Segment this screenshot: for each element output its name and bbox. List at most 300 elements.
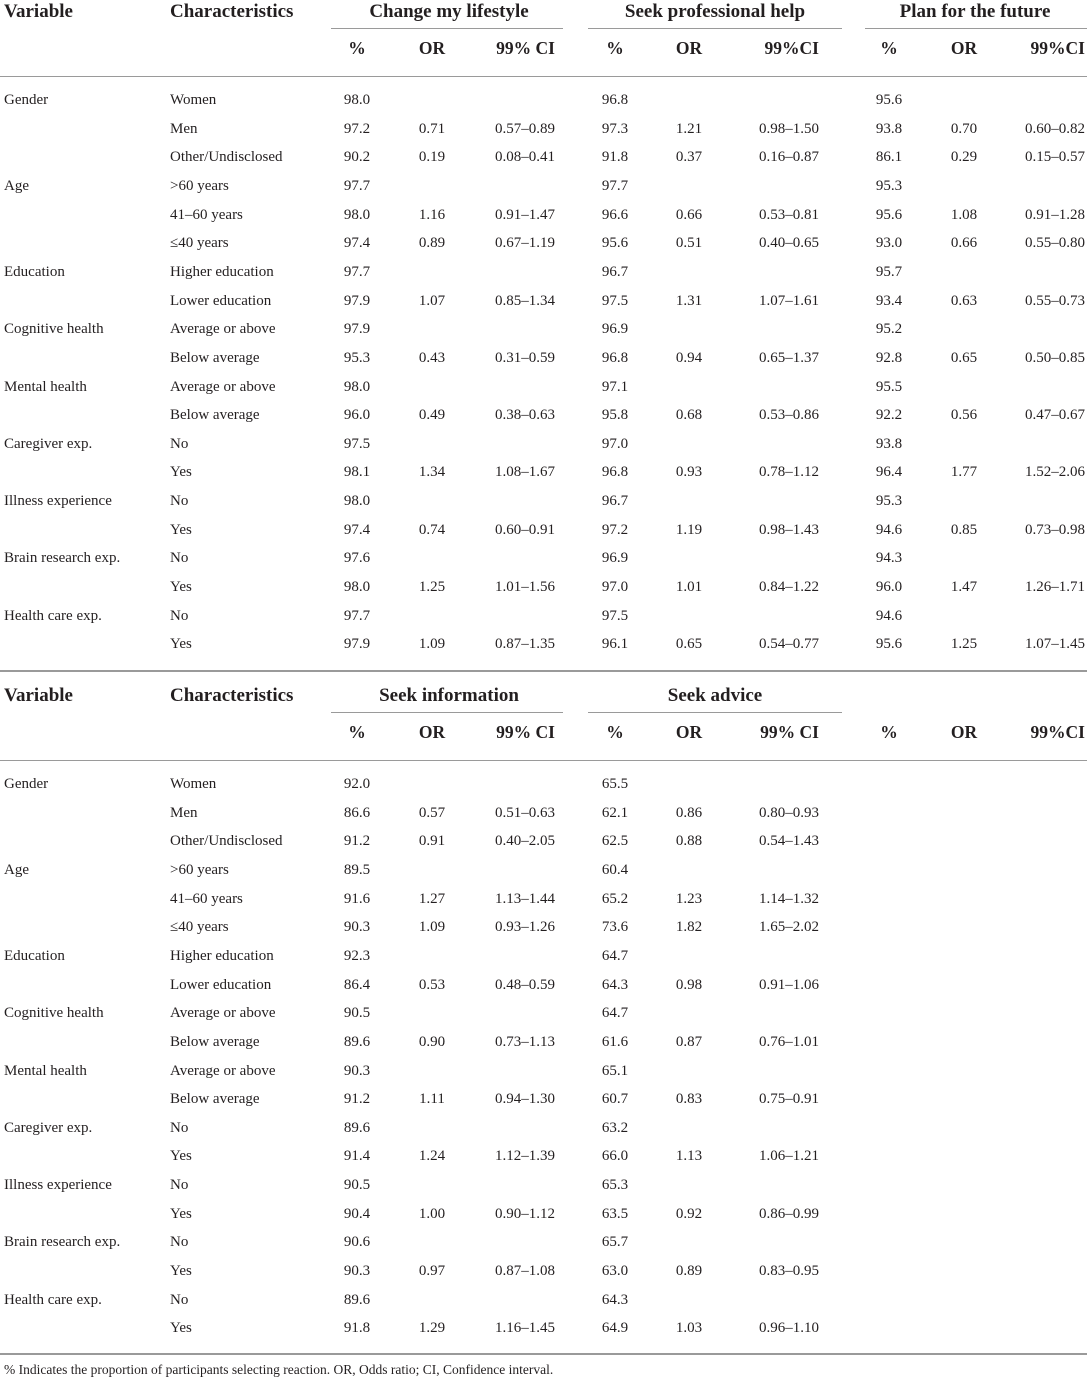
row-characteristic: Average or above [170, 321, 276, 338]
row-variable: Gender [4, 92, 49, 108]
cell-ci: 1.07–1.45 [1025, 636, 1085, 653]
cell-or: 0.74 [418, 521, 446, 538]
cell-ci: 0.57–0.89 [495, 120, 555, 137]
cell-pct: 96.9 [601, 550, 629, 567]
subheader-pct: % [880, 722, 898, 742]
cell-ci: 0.86–0.99 [759, 1205, 819, 1222]
cell-pct: 97.2 [601, 521, 629, 538]
cell-pct: 97.7 [343, 263, 371, 280]
cell-pct: 97.7 [601, 177, 629, 194]
row-characteristic: Yes [170, 521, 192, 538]
group-underline [331, 28, 563, 29]
group-underline [331, 712, 563, 713]
group-title: Change my lifestyle [369, 1, 529, 22]
cell-pct: 65.2 [601, 890, 629, 907]
cell-pct: 98.1 [343, 464, 371, 481]
cell-ci: 0.83–0.95 [759, 1263, 819, 1280]
cell-or: 0.43 [418, 349, 446, 366]
subheader-or: OR [950, 722, 978, 742]
cell-ci: 0.60–0.91 [495, 521, 555, 538]
cell-ci: 0.91–1.47 [495, 206, 555, 223]
cell-ci: 0.40–0.65 [759, 235, 819, 252]
cell-ci: 0.47–0.67 [1025, 407, 1085, 424]
cell-pct: 66.0 [601, 1148, 629, 1165]
cell-ci: 1.14–1.32 [759, 890, 819, 907]
group-underline [588, 28, 842, 29]
cell-pct: 95.7 [875, 263, 903, 280]
row-characteristic: >60 years [170, 177, 229, 194]
cell-ci: 1.06–1.21 [759, 1148, 819, 1165]
cell-or: 0.65 [675, 636, 703, 653]
cell-pct: 86.1 [875, 149, 903, 166]
cell-ci: 0.87–1.08 [495, 1263, 555, 1280]
row-characteristic: Yes [170, 1320, 192, 1337]
cell-or: 0.98 [675, 976, 703, 993]
cell-pct: 96.6 [601, 206, 629, 223]
row-variable: Brain research exp. [4, 550, 121, 567]
cell-pct: 95.6 [875, 636, 903, 653]
cell-ci: 1.13–1.44 [495, 890, 555, 907]
cell-ci: 1.26–1.71 [1025, 579, 1085, 596]
row-characteristic: Other/Undisclosed [170, 833, 283, 850]
row-variable: Caregiver exp. [4, 1119, 93, 1136]
cell-pct: 90.3 [343, 1263, 371, 1280]
subheader-ci: 99%CI [1030, 722, 1085, 742]
cell-ci: 0.15–0.57 [1025, 149, 1085, 166]
cell-pct: 92.3 [343, 947, 371, 964]
cell-or: 1.24 [418, 1148, 446, 1165]
cell-or: 0.63 [950, 292, 978, 309]
cell-pct: 90.5 [343, 1177, 371, 1194]
header-variable: Variable [4, 1, 73, 22]
cell-or: 0.65 [950, 349, 978, 366]
cell-or: 0.51 [675, 235, 703, 252]
cell-or: 0.29 [950, 149, 978, 166]
group-title: Plan for the future [899, 1, 1051, 22]
cell-pct: 90.3 [343, 919, 371, 936]
cell-pct: 98.0 [343, 579, 371, 596]
group-title: Seek information [379, 685, 519, 706]
cell-or: 0.37 [675, 149, 703, 166]
subheader-or: OR [675, 38, 703, 58]
cell-or: 1.09 [418, 919, 446, 936]
row-characteristic: Below average [170, 1091, 260, 1108]
cell-ci: 0.73–1.13 [495, 1033, 555, 1050]
row-characteristic: Yes [170, 636, 192, 653]
cell-or: 0.68 [675, 407, 703, 424]
cell-pct: 96.8 [601, 349, 629, 366]
cell-ci: 1.12–1.39 [495, 1148, 555, 1165]
cell-pct: 98.0 [343, 378, 371, 395]
subheader-or: OR [418, 722, 446, 742]
cell-ci: 0.51–0.63 [495, 804, 555, 821]
cell-or: 1.03 [675, 1320, 703, 1337]
cell-pct: 86.4 [343, 976, 371, 993]
cell-pct: 73.6 [601, 919, 629, 936]
cell-ci: 1.01–1.56 [495, 579, 555, 596]
cell-or: 1.16 [418, 206, 446, 223]
cell-pct: 93.0 [875, 235, 903, 252]
cell-pct: 97.1 [601, 378, 629, 395]
cell-or: 0.97 [418, 1263, 446, 1280]
cell-or: 1.23 [675, 890, 703, 907]
cell-ci: 0.16–0.87 [759, 149, 819, 166]
cell-ci: 0.54–1.43 [759, 833, 819, 850]
cell-or: 0.87 [675, 1033, 703, 1050]
cell-pct: 94.3 [875, 550, 903, 567]
cell-pct: 95.6 [875, 92, 903, 108]
cell-pct: 96.0 [875, 579, 903, 596]
cell-pct: 97.0 [601, 579, 629, 596]
row-variable: Caregiver exp. [4, 435, 93, 452]
cell-pct: 95.2 [875, 321, 903, 338]
subheader-pct: % [880, 38, 898, 58]
row-characteristic: Men [170, 804, 198, 821]
row-characteristic: No [170, 493, 189, 510]
cell-pct: 97.6 [343, 550, 371, 567]
cell-ci: 1.16–1.45 [495, 1320, 555, 1337]
cell-or: 0.91 [418, 833, 446, 850]
cell-or: 0.88 [675, 833, 703, 850]
cell-or: 1.47 [950, 579, 978, 596]
cell-or: 0.89 [418, 235, 446, 252]
cell-or: 0.83 [675, 1091, 703, 1108]
cell-or: 1.29 [418, 1320, 446, 1337]
row-characteristic: Yes [170, 1263, 192, 1280]
cell-pct: 97.5 [343, 435, 371, 452]
header-characteristics: Characteristics [170, 685, 294, 706]
cell-pct: 95.5 [875, 378, 903, 395]
cell-or: 0.56 [950, 407, 978, 424]
group-underline [588, 712, 842, 713]
row-variable: Health care exp. [4, 1291, 102, 1308]
cell-or: 1.31 [675, 292, 703, 309]
cell-or: 0.19 [418, 149, 446, 166]
group-underline [865, 28, 1087, 29]
subheader-pct: % [348, 38, 366, 58]
row-characteristic: No [170, 607, 189, 624]
cell-pct: 95.3 [875, 493, 903, 510]
cell-ci: 1.52–2.06 [1025, 464, 1085, 481]
cell-ci: 0.08–0.41 [495, 149, 555, 166]
cell-ci: 0.54–0.77 [759, 636, 819, 653]
table-footnote: % Indicates the proportion of participants selecting reaction. OR, Odds ratio; CI, Confidence interval. [4, 1362, 554, 1377]
row-characteristic: No [170, 550, 189, 567]
row-characteristic: Average or above [170, 1062, 276, 1079]
cell-ci: 0.55–0.80 [1025, 235, 1085, 252]
cell-pct: 89.6 [343, 1033, 371, 1050]
cell-pct: 90.6 [343, 1234, 371, 1251]
cell-pct: 91.6 [343, 890, 371, 907]
cell-pct: 91.8 [343, 1320, 371, 1337]
cell-pct: 91.4 [343, 1148, 371, 1165]
cell-ci: 0.31–0.59 [495, 349, 555, 366]
cell-ci: 0.98–1.50 [759, 120, 819, 137]
cell-pct: 91.8 [601, 149, 629, 166]
cell-ci: 0.38–0.63 [495, 407, 555, 424]
row-characteristic: Yes [170, 464, 192, 481]
cell-pct: 97.9 [343, 321, 371, 338]
cell-ci: 1.65–2.02 [759, 919, 819, 936]
row-variable: Gender [4, 776, 49, 792]
row-characteristic: ≤40 years [170, 919, 229, 936]
cell-or: 1.00 [418, 1205, 446, 1222]
cell-or: 1.01 [675, 579, 703, 596]
row-characteristic: No [170, 1177, 189, 1194]
subheader-or: OR [950, 38, 978, 58]
subheader-ci: 99% CI [760, 722, 819, 742]
cell-pct: 65.7 [601, 1234, 629, 1251]
row-variable: Brain research exp. [4, 1234, 121, 1251]
cell-pct: 96.0 [343, 407, 371, 424]
cell-pct: 64.3 [601, 976, 629, 993]
row-characteristic: 41–60 years [170, 890, 243, 907]
bottom-rule [0, 1353, 1087, 1355]
cell-or: 1.13 [675, 1148, 703, 1165]
row-variable: Illness experience [4, 493, 112, 510]
cell-pct: 94.6 [875, 521, 903, 538]
row-characteristic: Men [170, 120, 198, 137]
cell-or: 0.92 [675, 1205, 703, 1222]
cell-pct: 89.6 [343, 1119, 371, 1136]
cell-pct: 92.8 [875, 349, 903, 366]
cell-or: 1.25 [418, 579, 446, 596]
row-characteristic: No [170, 1234, 189, 1251]
cell-pct: 98.0 [343, 206, 371, 223]
cell-or: 0.71 [418, 120, 446, 137]
row-variable: Education [4, 947, 65, 964]
cell-or: 1.19 [675, 521, 703, 538]
cell-ci: 0.60–0.82 [1025, 120, 1085, 137]
cell-pct: 63.0 [601, 1263, 629, 1280]
cell-or: 0.66 [675, 206, 703, 223]
cell-pct: 97.4 [343, 521, 371, 538]
cell-pct: 97.7 [343, 607, 371, 624]
cell-ci: 0.90–1.12 [495, 1205, 555, 1222]
cell-or: 1.21 [675, 120, 703, 137]
section-rule [0, 670, 1087, 672]
row-characteristic: Other/Undisclosed [170, 149, 283, 166]
cell-pct: 97.5 [601, 292, 629, 309]
cell-ci: 0.85–1.34 [495, 292, 555, 309]
cell-ci: 0.80–0.93 [759, 804, 819, 821]
row-characteristic: Yes [170, 579, 192, 596]
cell-pct: 96.4 [875, 464, 903, 481]
subheader-pct: % [348, 722, 366, 742]
cell-ci: 0.55–0.73 [1025, 292, 1085, 309]
cell-ci: 0.98–1.43 [759, 521, 819, 538]
cell-or: 0.93 [675, 464, 703, 481]
row-variable: Mental health [4, 378, 87, 395]
cell-or: 0.70 [950, 120, 978, 137]
cell-or: 1.34 [418, 464, 446, 481]
cell-or: 1.27 [418, 890, 446, 907]
cell-pct: 91.2 [343, 1091, 371, 1108]
subheader-pct: % [606, 722, 624, 742]
row-characteristic: Average or above [170, 378, 276, 395]
header-rule [0, 760, 1087, 761]
cell-pct: 90.3 [343, 1062, 371, 1079]
row-variable: Cognitive health [4, 1005, 104, 1022]
row-characteristic: Below average [170, 349, 260, 366]
cell-pct: 63.2 [601, 1119, 629, 1136]
row-variable: Education [4, 263, 65, 280]
cell-ci: 0.73–0.98 [1025, 521, 1085, 538]
subheader-ci: 99% CI [496, 38, 555, 58]
row-characteristic: No [170, 1119, 189, 1136]
cell-pct: 64.3 [601, 1291, 629, 1308]
cell-pct: 65.1 [601, 1062, 629, 1079]
cell-ci: 0.94–1.30 [495, 1091, 555, 1108]
row-characteristic: Yes [170, 1148, 192, 1165]
cell-pct: 97.3 [601, 120, 629, 137]
group-title: Seek professional help [624, 1, 806, 22]
cell-pct: 93.4 [875, 292, 903, 309]
subheader-ci: 99%CI [1030, 38, 1085, 58]
cell-or: 0.90 [418, 1033, 446, 1050]
cell-pct: 65.3 [601, 1177, 629, 1194]
header-characteristics: Characteristics [170, 1, 294, 22]
cell-or: 0.49 [418, 407, 446, 424]
cell-or: 0.53 [418, 976, 446, 993]
cell-pct: 97.2 [343, 120, 371, 137]
row-variable: Mental health [4, 1062, 87, 1079]
cell-pct: 90.2 [343, 149, 371, 166]
cell-pct: 89.5 [343, 861, 371, 878]
cell-pct: 65.5 [601, 776, 629, 792]
cell-pct: 95.8 [601, 407, 629, 424]
row-variable: Health care exp. [4, 607, 102, 624]
cell-ci: 1.08–1.67 [495, 464, 555, 481]
cell-ci: 0.50–0.85 [1025, 349, 1085, 366]
cell-pct: 95.6 [875, 206, 903, 223]
cell-pct: 96.1 [601, 636, 629, 653]
cell-or: 1.08 [950, 206, 978, 223]
row-characteristic: ≤40 years [170, 235, 229, 252]
cell-ci: 0.67–1.19 [495, 235, 555, 252]
row-variable: Age [4, 861, 29, 878]
cell-ci: 0.87–1.35 [495, 636, 555, 653]
row-characteristic: No [170, 435, 189, 452]
cell-ci: 0.75–0.91 [759, 1091, 819, 1108]
cell-ci: 0.40–2.05 [495, 833, 555, 850]
row-characteristic: Higher education [170, 263, 274, 280]
row-characteristic: >60 years [170, 861, 229, 878]
row-variable: Age [4, 177, 29, 194]
cell-pct: 90.4 [343, 1205, 371, 1222]
row-characteristic: Women [170, 776, 217, 792]
cell-pct: 95.6 [601, 235, 629, 252]
cell-pct: 63.5 [601, 1205, 629, 1222]
cell-pct: 96.9 [601, 321, 629, 338]
cell-or: 1.09 [418, 636, 446, 653]
cell-ci: 0.91–1.06 [759, 976, 819, 993]
cell-pct: 97.4 [343, 235, 371, 252]
group-title: Seek advice [667, 685, 763, 706]
cell-ci: 0.91–1.28 [1025, 206, 1085, 223]
header-variable: Variable [4, 685, 73, 706]
subheader-or: OR [418, 38, 446, 58]
header-rule [0, 76, 1087, 77]
cell-pct: 97.9 [343, 292, 371, 309]
cell-or: 0.94 [675, 349, 703, 366]
row-variable: Illness experience [4, 1177, 112, 1194]
cell-pct: 64.7 [601, 947, 629, 964]
cell-or: 1.25 [950, 636, 978, 653]
cell-pct: 60.4 [601, 861, 629, 878]
cell-or: 1.77 [950, 464, 978, 481]
cell-or: 0.89 [675, 1263, 703, 1280]
cell-pct: 98.0 [343, 92, 371, 108]
cell-pct: 97.7 [343, 177, 371, 194]
cell-pct: 97.5 [601, 607, 629, 624]
cell-pct: 96.7 [601, 493, 629, 510]
cell-or: 1.11 [419, 1091, 445, 1108]
cell-ci: 0.76–1.01 [759, 1033, 819, 1050]
cell-pct: 92.2 [875, 407, 903, 424]
subheader-pct: % [606, 38, 624, 58]
cell-pct: 93.8 [875, 120, 903, 137]
cell-ci: 0.96–1.10 [759, 1320, 819, 1337]
row-characteristic: Below average [170, 407, 260, 424]
cell-ci: 0.48–0.59 [495, 976, 555, 993]
cell-or: 0.86 [675, 804, 703, 821]
subheader-ci: 99%CI [764, 38, 819, 58]
cell-pct: 96.8 [601, 464, 629, 481]
cell-ci: 0.53–0.86 [759, 407, 819, 424]
cell-pct: 95.3 [875, 177, 903, 194]
cell-ci: 0.93–1.26 [495, 919, 555, 936]
row-characteristic: Below average [170, 1033, 260, 1050]
row-characteristic: 41–60 years [170, 206, 243, 223]
cell-pct: 97.9 [343, 636, 371, 653]
cell-pct: 62.5 [601, 833, 629, 850]
subheader-or: OR [675, 722, 703, 742]
cell-pct: 96.8 [601, 92, 629, 108]
cell-or: 0.66 [950, 235, 978, 252]
row-characteristic: Lower education [170, 292, 272, 309]
row-characteristic: Higher education [170, 947, 274, 964]
cell-pct: 60.7 [601, 1091, 629, 1108]
cell-pct: 95.3 [343, 349, 371, 366]
row-variable: Cognitive health [4, 321, 104, 338]
cell-pct: 90.5 [343, 1005, 371, 1022]
cell-pct: 93.8 [875, 435, 903, 452]
cell-ci: 1.07–1.61 [759, 292, 819, 309]
row-characteristic: No [170, 1291, 189, 1308]
cell-pct: 91.2 [343, 833, 371, 850]
row-characteristic: Women [170, 92, 217, 108]
row-characteristic: Average or above [170, 1005, 276, 1022]
cell-ci: 0.78–1.12 [759, 464, 819, 481]
row-characteristic: Lower education [170, 976, 272, 993]
cell-pct: 62.1 [601, 804, 629, 821]
cell-or: 0.57 [418, 804, 446, 821]
cell-pct: 86.6 [343, 804, 371, 821]
cell-pct: 97.0 [601, 435, 629, 452]
cell-pct: 64.9 [601, 1320, 629, 1337]
cell-pct: 92.0 [343, 776, 371, 792]
cell-ci: 0.53–0.81 [759, 206, 819, 223]
row-characteristic: Yes [170, 1205, 192, 1222]
cell-pct: 94.6 [875, 607, 903, 624]
cell-or: 0.85 [950, 521, 978, 538]
cell-pct: 61.6 [601, 1033, 629, 1050]
cell-or: 1.07 [418, 292, 446, 309]
cell-ci: 0.65–1.37 [759, 349, 819, 366]
cell-pct: 98.0 [343, 493, 371, 510]
subheader-ci: 99% CI [496, 722, 555, 742]
